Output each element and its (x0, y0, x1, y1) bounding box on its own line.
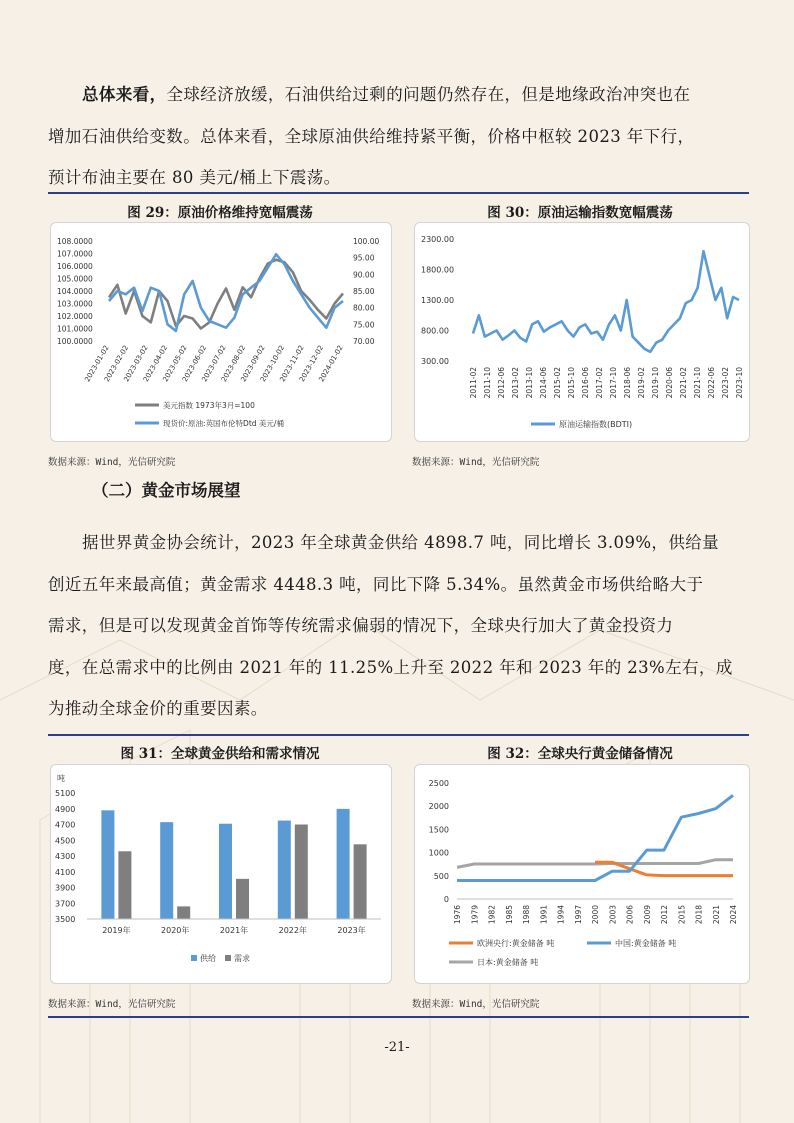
x-tick-label: 2015-02 (553, 367, 562, 399)
legend-swatch (191, 955, 197, 961)
paragraph-line: 预计布油主要在 80 美元/桶上下震荡。 (48, 168, 341, 187)
y-tick-label: 4300 (55, 852, 76, 861)
divider (48, 1016, 749, 1018)
bar-供给 (337, 809, 350, 919)
legend-label: 中国:黄金储备 吨 (615, 939, 677, 948)
bar-供给 (278, 821, 291, 919)
y-tick-label-left: 103.0000 (57, 299, 93, 309)
y-tick-label: 2000 (428, 802, 449, 812)
figure-29-chart (50, 222, 392, 442)
figure-31-svg (51, 765, 391, 983)
y-tick-label: 1000 (428, 848, 449, 858)
y-tick-label-right: 75.00 (353, 320, 375, 330)
bar-需求 (354, 844, 367, 919)
x-tick-label: 2012 (660, 905, 669, 925)
series-line (109, 254, 343, 331)
x-tick-label: 2021-10 (693, 367, 702, 399)
y-tick-label-right: 100.00 (353, 237, 380, 246)
y-unit-label: 吨 (57, 774, 65, 783)
legend-label: 原油运输指数(BDTI) (559, 420, 633, 429)
x-tick-label: 1982 (487, 905, 497, 925)
x-tick-label: 2000 (591, 905, 600, 925)
y-tick-label: 3900 (55, 883, 76, 893)
y-tick-label: 1300.00 (421, 296, 455, 305)
y-tick-label: 1800.00 (421, 265, 455, 275)
figure-32-chart (414, 764, 750, 984)
legend-label: 需求 (234, 954, 250, 963)
bar-需求 (236, 879, 249, 919)
y-tick-label-left: 100.0000 (57, 337, 93, 346)
x-tick-label: 1988 (522, 905, 531, 925)
x-tick-label: 2019年 (102, 926, 131, 935)
x-tick-label: 2023-03-02 (122, 344, 150, 384)
legend-label: 美元指数 1973年3月=100 (163, 401, 255, 410)
x-tick-label: 2023-04-02 (141, 344, 170, 384)
paragraph-line: 据世界黄金协会统计，2023 年全球黄金供给 4898.7 吨，同比增长 3.09%，供给量 (82, 533, 720, 552)
y-tick-label-right: 95.00 (353, 253, 375, 263)
x-tick-label: 2023-02-02 (102, 344, 131, 384)
y-tick-label: 3500 (55, 915, 76, 924)
x-tick-label: 2021-02 (679, 367, 688, 399)
x-tick-label: 2023年 (337, 926, 366, 935)
figure-29-source: 数据来源：Wind，光信研究院 (48, 457, 176, 468)
paragraph-line: 创近五年来最高值；黄金需求 4448.3 吨，同比下降 5.34%。虽然黄金市场供给略大于 (48, 574, 704, 594)
y-tick-label: 800.00 (421, 326, 449, 336)
y-tick-label: 4100 (55, 867, 76, 877)
figure-31-chart (50, 764, 392, 984)
x-tick-label: 2020年 (161, 926, 190, 935)
bar-供给 (160, 822, 173, 919)
y-tick-label-left: 104.0000 (57, 287, 93, 296)
legend-label: 现货价:原油:英国布伦特Dtd 美元/桶 (163, 419, 284, 428)
x-tick-label: 2023-09-02 (239, 344, 267, 384)
figure-32-source: 数据来源：Wind，光信研究院 (412, 999, 540, 1010)
x-tick-label: 2020-06 (665, 367, 674, 399)
y-tick-label-left: 105.0000 (57, 274, 93, 284)
x-tick-label: 1979 (470, 905, 480, 925)
x-tick-label: 2016-06 (581, 367, 590, 399)
x-tick-label: 2019-02 (637, 367, 646, 399)
paragraph-line: 为推动全球金价的重要因素。 (48, 699, 268, 718)
figure-32-caption: 图 32：全球央行黄金储备情况 (487, 746, 673, 762)
x-tick-label: 2023-07-02 (200, 344, 228, 384)
y-tick-label: 4500 (55, 836, 76, 846)
x-tick-label: 2013-02 (511, 367, 520, 399)
figure-31-source: 数据来源：Wind，光信研究院 (48, 999, 176, 1010)
y-tick-label-left: 102.0000 (57, 312, 93, 321)
divider (48, 192, 749, 194)
x-tick-label: 2019-10 (651, 367, 660, 399)
x-tick-label: 2023-10-02 (258, 344, 287, 384)
figure-30-caption: 图 30：原油运输指数宽幅震荡 (487, 205, 673, 221)
lead-text: 总体来看， (82, 85, 167, 104)
y-tick-label-right: 90.00 (353, 270, 375, 280)
x-tick-label: 2014-06 (539, 367, 548, 399)
paragraph-line: 全球经济放缓，石油供给过剩的问题仍然存在，但是地缘政治冲突也在 (166, 85, 691, 104)
x-tick-label: 2018 (694, 905, 704, 925)
x-tick-label: 2024-01-02 (317, 344, 345, 384)
legend-label: 欧洲央行:黄金储备 吨 (477, 939, 555, 948)
legend-label: 日本:黄金储备 吨 (477, 958, 539, 967)
y-tick-label-right: 80.00 (353, 303, 375, 313)
x-tick-label: 2003 (608, 905, 618, 925)
legend-label: 供给 (200, 954, 216, 963)
bar-需求 (118, 851, 131, 919)
x-tick-label: 2023-11-02 (278, 344, 306, 384)
paragraph-line: 增加石油供给变数。总体来看，全球原油供给维持紧平衡，价格中枢较 2023 年下行， (48, 126, 695, 146)
x-tick-label: 2022年 (278, 926, 307, 935)
x-tick-label: 2018-06 (623, 367, 632, 399)
y-tick-label-left: 108.0000 (57, 237, 93, 246)
x-tick-label: 2015-10 (567, 367, 576, 399)
series-line (109, 260, 343, 329)
series-line (457, 795, 733, 880)
y-tick-label: 1500 (428, 825, 449, 835)
y-tick-label-left: 106.0000 (57, 262, 93, 271)
y-tick-label: 500 (433, 871, 449, 881)
bar-供给 (219, 824, 232, 919)
y-tick-label-right: 85.00 (353, 287, 375, 296)
x-tick-label: 2006 (625, 905, 635, 925)
divider (48, 734, 749, 736)
y-tick-label-left: 101.0000 (57, 324, 93, 334)
y-tick-label: 0 (443, 895, 449, 904)
figure-29-caption: 图 29：原油价格维持宽幅震荡 (127, 205, 313, 221)
x-tick-label: 2021年 (219, 926, 249, 935)
x-tick-label: 2013-10 (525, 367, 534, 399)
figure-31-caption: 图 31：全球黄金供给和需求情况 (120, 746, 320, 762)
figure-30-chart (414, 222, 750, 442)
x-tick-label: 1994 (556, 905, 566, 925)
y-tick-label: 3700 (55, 899, 76, 909)
x-tick-label: 2021 (711, 905, 721, 925)
x-tick-label: 2023-02 (721, 367, 730, 399)
y-tick-label: 300.00 (421, 357, 449, 366)
x-tick-label: 2011-10 (483, 367, 492, 399)
series-line (473, 251, 739, 352)
bar-需求 (295, 825, 308, 920)
x-tick-label: 1991 (539, 905, 549, 925)
x-tick-label: 2023-05-02 (161, 344, 189, 384)
x-tick-label: 2011-02 (469, 367, 478, 399)
bar-需求 (177, 906, 190, 919)
paragraph-line: 需求，但是可以发现黄金首饰等传统需求偏弱的情况下，全球央行加大了黄金投资力 (48, 616, 674, 635)
y-tick-label: 4700 (55, 820, 76, 830)
figure-32-svg (415, 765, 749, 983)
x-tick-label: 2023-10 (735, 367, 744, 399)
paragraph-line: 度，在总需求中的比例由 2021 年的 11.25%上升至 2022 年和 2023 年的 23%左右，成 (48, 657, 733, 677)
x-tick-label: 1985 (504, 905, 514, 925)
x-tick-label: 2009 (642, 905, 652, 925)
y-tick-label-left: 107.0000 (57, 249, 93, 259)
x-tick-label: 2023-06-02 (180, 344, 209, 384)
x-tick-label: 2024 (729, 905, 738, 925)
y-tick-label: 5100 (55, 789, 76, 798)
x-tick-label: 1976 (453, 905, 462, 925)
x-tick-label: 2023-12-02 (297, 344, 326, 384)
x-tick-label: 2012-06 (497, 367, 506, 399)
figure-30-source: 数据来源：Wind，光信研究院 (412, 457, 540, 468)
page-number: -21- (384, 1040, 410, 1055)
y-tick-label: 2500 (428, 779, 449, 788)
y-tick-label: 2300.00 (421, 235, 455, 244)
paragraph-oil-summary (48, 74, 748, 199)
y-tick-label-right: 70.00 (353, 337, 375, 346)
x-tick-label: 2023-08-02 (219, 344, 248, 384)
figure-29-svg (51, 223, 391, 441)
x-tick-label: 2022-06 (707, 367, 716, 399)
bar-供给 (101, 810, 114, 919)
x-tick-label: 2023-01-02 (83, 344, 111, 384)
section-heading: （二）黄金市场展望 (92, 481, 241, 500)
x-tick-label: 2015 (677, 905, 687, 925)
legend-swatch (225, 955, 231, 961)
y-tick-label: 4900 (55, 804, 76, 814)
paragraph-gold (48, 522, 748, 730)
figure-30-svg (415, 223, 749, 441)
x-tick-label: 2017-10 (609, 367, 618, 399)
x-tick-label: 2017-02 (595, 367, 604, 399)
x-tick-label: 1997 (573, 905, 583, 925)
